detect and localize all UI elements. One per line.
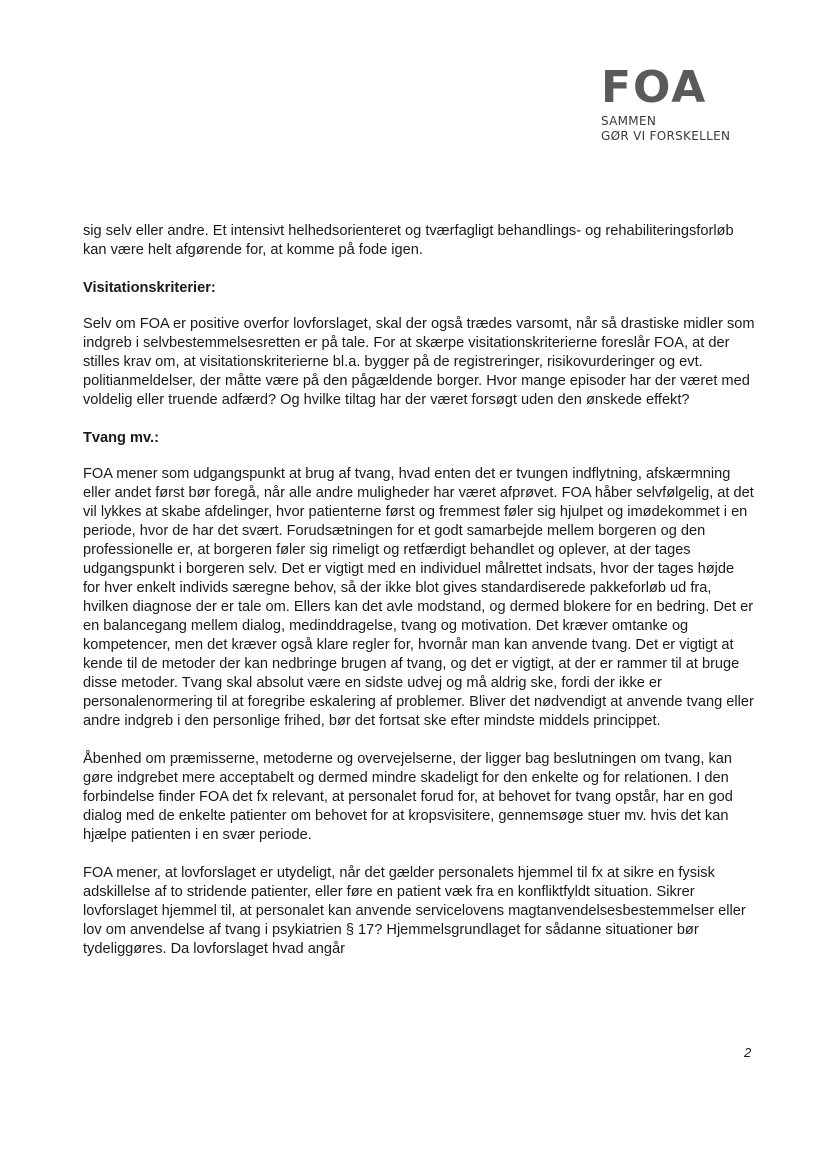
tvang-paragraph-3: FOA mener, at lovforslaget er utydeligt, når det gælder personalets hjemmel til fx at sikre en fysisk adskillelse af to stridende patienter, eller føre en patient væk fra en konfliktfyldt situation. Sikrer lovforslaget hjemmel til, at personalet kan anvende servicelovens magtanvendelsesbestemmelser eller lov om anvendelse af tvang i psykiatrien § 17? Hjemmelsgrundlaget for sådanne situationer bør tydeliggøres. Da lovforslaget hvad angår	[83, 865, 746, 957]
visitation-paragraph: Selv om FOA er positive overfor lovforslaget, skal der også trædes varsomt, når så drastiske midler som indgreb i selvbestemmelsesretten er på tale. For at skærpe visitationskriterierne foreslår FOA, at der stilles krav om, at visitationskriterierne bl.a. bygger på de registreringer, risikovurderinger og evt. politianmeldelser, der måtte være på den pågældende borger. Hvor mange episoder har der været med voldelig eller truende adfærd? Og hvilke tiltag har der været forsøgt uden den ønskede effekt?	[83, 316, 755, 408]
tvang-paragraph-1: FOA mener som udgangspunkt at brug af tvang, hvad enten det er tvungen indflytning, afskærmning eller andet først bør foregå, når alle andre muligheder har været afprøvet. FOA håber selvfølgelig, at det vil lykkes at skabe afdelinger, hvor patienterne først og fremmest føler sig hjulpet og imødekommet i en periode, hvor de har det svært. Forudsætningen for et godt samarbejde mellem borgeren og den professionelle er, at borgeren føler sig rimeligt og retfærdigt behandlet og oplever, at der tages udgangspunkt i borgeren selv. Det er vigtigt med en individuel målrettet indsats, hvor der tages højde for hver enkelt individs særegne behov, så der ikke blot gives standardiserede pakkeforløb ud fra, hvilken diagnose der er tale om. Ellers kan det avle modstand, og dermed blokere for en bedring. Det er en balancegang mellem dialog, medinddragelse, tvang og motivation. Det kræver omtanke og kompetencer, men det kræver også klare regler for, hvornår man kan anvende tvang. Det er vigtigt at kende til de metoder der kan nedbringe brugen af tvang, og det er vigtigt, at der er rammer til at bruge disse metoder. Tvang skal absolut være en sidste udvej og må aldrig ske, fordi der ikke er personalenormering til at foregribe eskalering af problemer. Bliver det nødvendigt at anvende tvang eller andre indgreb i den personlige frihed, bør det fortsat ske efter mindste middels princippet.	[83, 466, 754, 729]
logo-tagline-line2: GØR VI FORSKELLEN	[601, 129, 731, 143]
intro-paragraph: sig selv eller andre. Et intensivt helhedsorienteret og tværfagligt behandlings- og rehabiliteringsforløb kan være helt afgørende for, at komme på fode igen.	[83, 223, 734, 258]
section-heading-tvang: Tvang mv.:	[83, 430, 159, 446]
document-body	[83, 222, 755, 978]
logo-tagline	[601, 114, 741, 144]
tvang-paragraph-2: Åbenhed om præmisserne, metoderne og overvejelserne, der ligger bag beslutningen om tvang, kan gøre indgrebet mere acceptabelt og dermed mindre skadeligt for den enkelte og for relationen. I den forbindelse finder FOA det fx relevant, at personalet forud for, at behovet for tvang opstår, har en god dialog med de enkelte patienter om behovet for at kropsvisitere, gennemsøge stuer mv. hvis det kan hjælpe patienten i en svær periode.	[83, 751, 733, 843]
section-heading-visitation: Visitationskriterier:	[83, 280, 216, 296]
logo-tagline-line1: SAMMEN	[601, 114, 657, 128]
page-number: 2	[744, 1045, 752, 1060]
foa-logo	[601, 62, 741, 144]
logo-wordmark: FOA	[601, 62, 708, 113]
